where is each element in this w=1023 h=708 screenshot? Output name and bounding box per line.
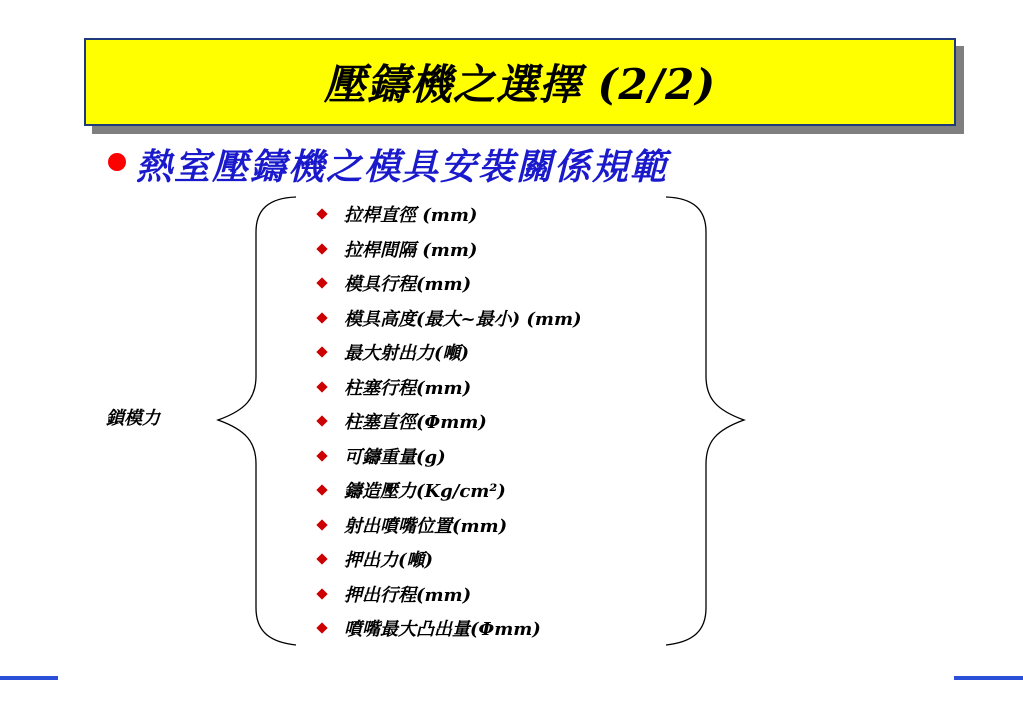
list-item: 拉桿直徑 (mm)	[314, 197, 582, 232]
page-title: 壓鑄機之選擇 (2/2)	[323, 60, 717, 109]
diamond-bullet-icon	[316, 209, 327, 220]
diamond-bullet-icon	[316, 588, 327, 599]
clamping-force-label: 鎖模力	[106, 408, 160, 429]
list-item: 柱塞行程(mm)	[314, 370, 582, 405]
diamond-bullet-icon	[316, 450, 327, 461]
list-item: 押出行程(mm)	[314, 577, 582, 612]
list-item: 柱塞直徑(Φmm)	[314, 404, 582, 439]
diamond-bullet-icon	[316, 381, 327, 392]
diamond-bullet-icon	[316, 623, 327, 634]
footer-divider-right	[954, 676, 1023, 680]
spec-list	[314, 197, 582, 646]
list-item: 最大射出力(噸)	[314, 335, 582, 370]
list-item: 射出噴嘴位置(mm)	[314, 508, 582, 543]
diamond-bullet-icon	[316, 278, 327, 289]
left-brace	[218, 197, 296, 645]
diamond-bullet-icon	[316, 519, 327, 530]
right-brace	[666, 197, 744, 645]
section-heading: 熱室壓鑄機之模具安裝關係規範	[136, 147, 669, 188]
list-item: 押出力(噸)	[314, 542, 582, 577]
list-item: 可鑄重量(g)	[314, 439, 582, 474]
list-item: 鑄造壓力(Kg/cm²)	[314, 473, 582, 508]
list-item: 模具高度(最大~最小) (mm)	[314, 301, 582, 336]
list-item: 拉桿間隔 (mm)	[314, 232, 582, 267]
diamond-bullet-icon	[316, 485, 327, 496]
list-item: 噴嘴最大凸出量(Φmm)	[314, 611, 582, 646]
diamond-bullet-icon	[316, 347, 327, 358]
diamond-bullet-icon	[316, 243, 327, 254]
diamond-bullet-icon	[316, 312, 327, 323]
diamond-bullet-icon	[316, 554, 327, 565]
footer-divider-left	[0, 676, 58, 680]
diamond-bullet-icon	[316, 416, 327, 427]
list-item: 模具行程(mm)	[314, 266, 582, 301]
